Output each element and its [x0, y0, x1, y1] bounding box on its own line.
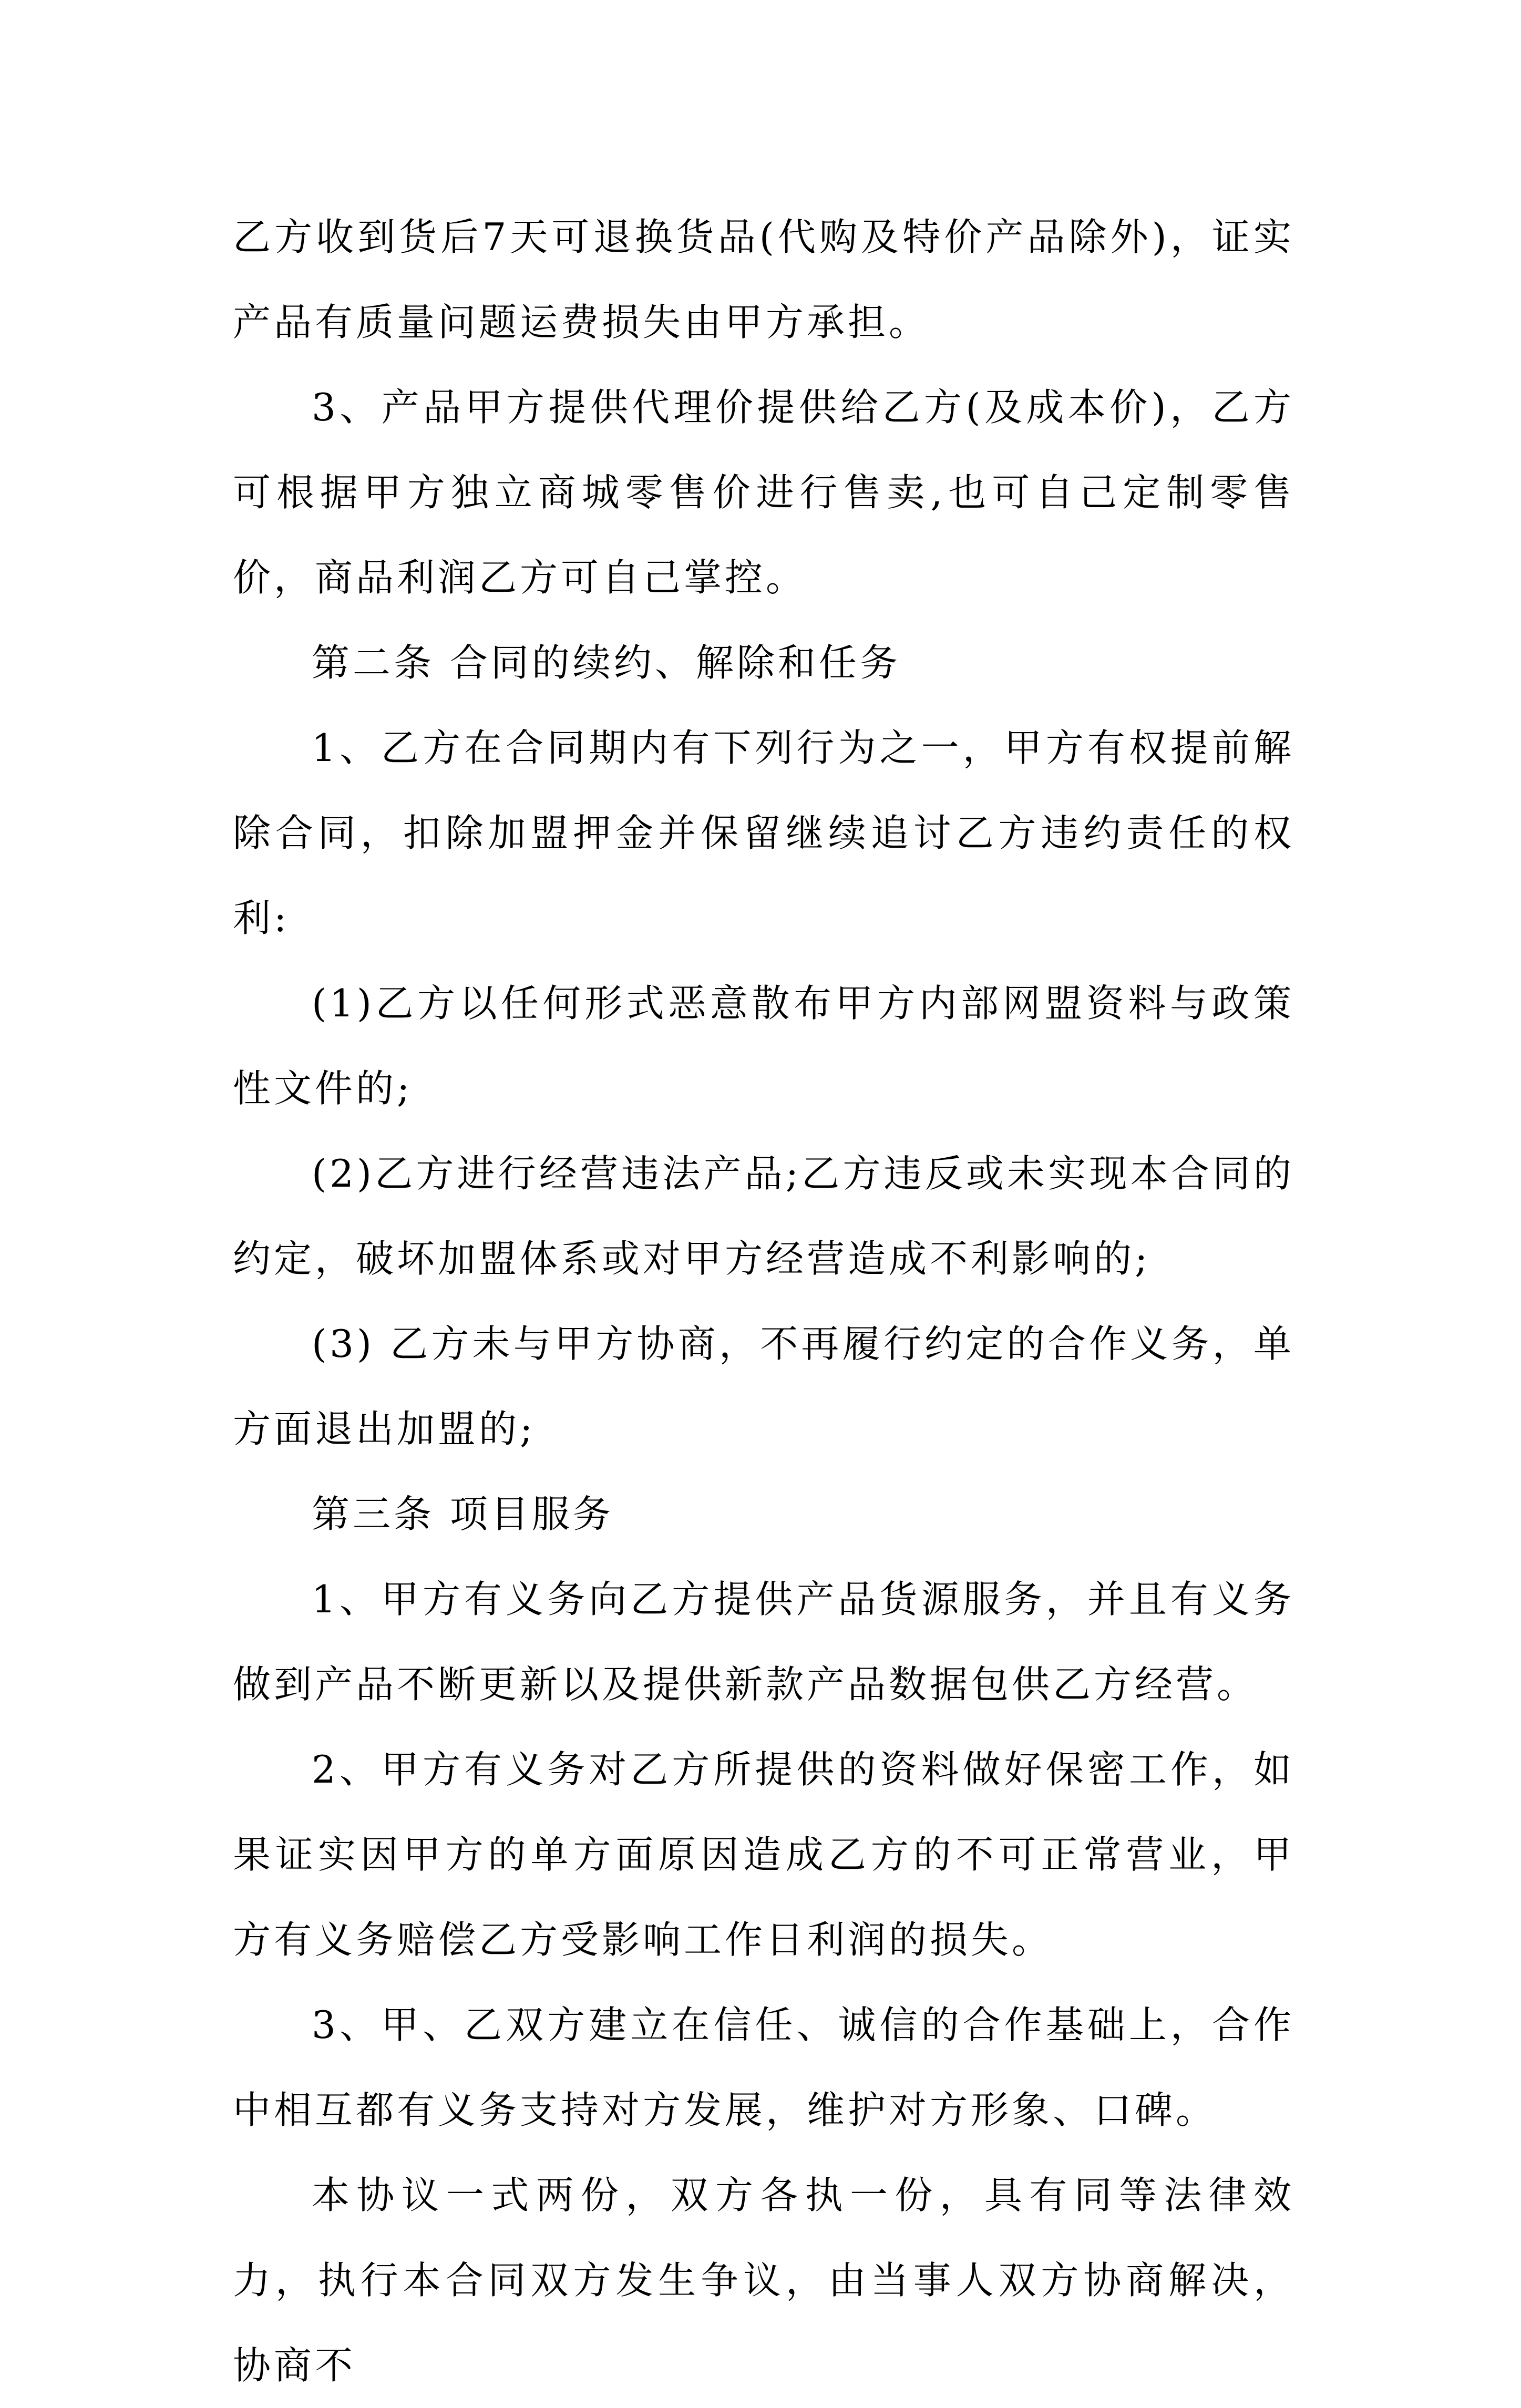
paragraph-10: 2、甲方有义务对乙方所提供的资料做好保密工作，如果证实因甲方的单方面原因造成乙方的不可正常营业，甲方有义务赔偿乙方受影响工作日利润的损失。 — [233, 1747, 1294, 1962]
paragraph-4: 1、乙方在合同期内有下列行为之一，甲方有权提前解除合同，扣除加盟押金并保留继续追讨乙方违约责任的权利: — [233, 726, 1294, 940]
paragraph-5: (1)乙方以任何形式恶意散布甲方内部网盟资料与政策性文件的; — [233, 981, 1294, 1110]
paragraph-11: 3、甲、乙双方建立在信任、诚信的合作基础上，合作中相互都有义务支持对方发展，维护对方形象、口碑。 — [233, 2003, 1294, 2132]
document-body — [233, 194, 1294, 2408]
paragraph-12: 本协议一式两份，双方各执一份，具有同等法律效力，执行本合同双方发生争议，由当事人双方协商解决，协商不 — [233, 2173, 1294, 2388]
paragraph-6: (2)乙方进行经营违法产品;乙方违反或未实现本合同的约定，破坏加盟体系或对甲方经营造成不利影响的; — [233, 1151, 1294, 1281]
section-heading-2: 第二条 合同的续约、解除和任务 — [312, 641, 901, 685]
paragraph-9: 1、甲方有义务向乙方提供产品货源服务，并且有义务做到产品不断更新以及提供新款产品数据包供乙方经营。 — [233, 1577, 1294, 1706]
paragraph-1: 乙方收到货后7天可退换货品(代购及特价产品除外)，证实产品有质量问题运费损失由甲方承担。 — [233, 215, 1294, 344]
section-heading-3: 第三条 项目服务 — [312, 1492, 614, 1536]
paragraph-2: 3、产品甲方提供代理价提供给乙方(及成本价)，乙方可根据甲方独立商城零售价进行售卖,也可自己定制零售价，商品利润乙方可自己掌控。 — [233, 385, 1294, 600]
paragraph-7: (3) 乙方未与甲方协商，不再履行约定的合作义务，单方面退出加盟的; — [233, 1322, 1294, 1451]
